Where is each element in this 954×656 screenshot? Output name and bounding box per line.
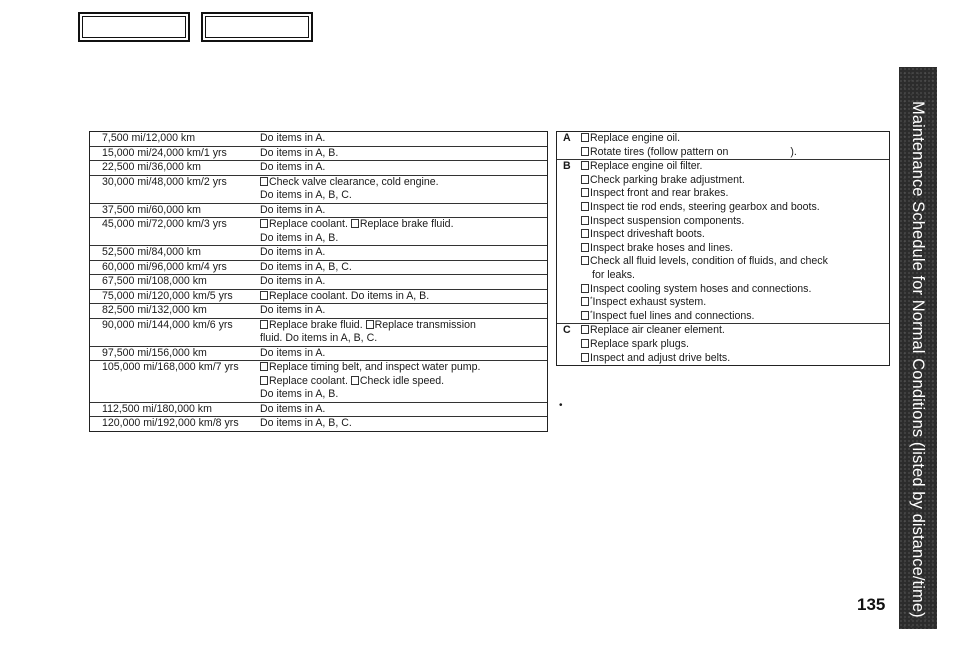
schedule-line (260, 304, 543, 318)
schedule-line-text: Do items in A. (260, 402, 326, 415)
legend-items (581, 324, 889, 365)
legend-item-text: Inspect fuel lines and connections. (592, 309, 755, 322)
legend-item-text: Check parking brake adjustment. (590, 173, 745, 186)
schedule-line-text: Replace coolant. (269, 218, 348, 230)
schedule-line-text: Do items in A. (260, 203, 326, 216)
legend-item-text: Inspect front and rear brakes. (590, 187, 729, 200)
checkbox-icon[interactable] (581, 175, 589, 184)
schedule-items (260, 275, 547, 289)
checkbox-icon[interactable] (581, 161, 589, 170)
schedule-distance: 7,500 mi/12,000 km (102, 132, 196, 144)
legend-item-text: Inspect and adjust drive belts. (590, 351, 731, 364)
legend-item (581, 242, 885, 256)
legend-item-suffix: ). (790, 145, 797, 158)
schedule-line (260, 347, 543, 361)
schedule-line-text: Do items in A, B, C. (260, 189, 352, 201)
schedule-distance: 82,500 mi/132,000 km (102, 304, 207, 316)
legend-item-text: Check all fluid levels, condition of fluids, and check (590, 255, 828, 268)
schedule-distance: 97,500 mi/156,000 km (102, 346, 207, 359)
schedule-row (90, 275, 547, 290)
legend-item (581, 187, 885, 201)
legend-item-text: Replace air cleaner element. (590, 324, 725, 337)
checkbox-icon[interactable] (260, 177, 268, 186)
schedule-line-text: Check idle speed. (359, 374, 445, 387)
legend-letter: B (563, 160, 571, 173)
checkbox-icon[interactable] (581, 256, 589, 265)
checkbox-icon[interactable] (260, 291, 268, 300)
schedule-line (260, 232, 543, 246)
schedule-distance: 30,000 mi/48,000 km/2 yrs (102, 175, 227, 188)
checkbox-icon[interactable] (581, 353, 589, 362)
checkbox-icon[interactable] (581, 284, 589, 293)
checkbox-icon[interactable] (260, 320, 268, 329)
legend-table (556, 131, 890, 366)
legend-item-text: Inspect exhaust system. (592, 296, 707, 309)
schedule-row (90, 290, 547, 305)
schedule-items (260, 204, 547, 218)
schedule-line-text: Check valve clearance, cold engine. (269, 175, 439, 188)
legend-letter: C (563, 324, 571, 337)
schedule-line-text: Do items in A, B. (260, 388, 339, 400)
checkbox-icon[interactable] (581, 339, 589, 348)
schedule-items (260, 218, 547, 245)
schedule-line-text: Replace timing belt, and inspect water pump. (269, 361, 481, 373)
schedule-line-text: Do items in A, B, C. (260, 417, 352, 429)
legend-item-text: Inspect tie rod ends, steering gearbox and boots. (590, 200, 820, 213)
schedule-line (260, 332, 543, 346)
schedule-line (260, 275, 543, 289)
nav-box-right[interactable] (201, 12, 313, 42)
schedule-line (260, 218, 543, 232)
schedule-line (260, 204, 543, 218)
checkbox-icon[interactable] (581, 202, 589, 211)
side-tab[interactable] (899, 67, 937, 629)
schedule-items (260, 176, 547, 203)
schedule-line (260, 361, 543, 375)
checkbox-icon[interactable] (260, 219, 268, 228)
schedule-line-text: Do items in A. (260, 161, 326, 173)
checkbox-icon[interactable] (581, 147, 589, 156)
schedule-line (260, 290, 543, 304)
legend-group (557, 160, 889, 324)
legend-item (581, 160, 885, 174)
schedule-line-text: Do items in A. (260, 132, 326, 144)
legend-item (581, 215, 885, 229)
checkbox-icon[interactable] (351, 376, 359, 385)
schedule-row (90, 261, 547, 276)
schedule-line-text: Do items in A. (260, 346, 326, 359)
schedule-row (90, 403, 547, 418)
schedule-row (90, 176, 547, 204)
schedule-line-text: Replace transmission (374, 318, 476, 331)
schedule-items (260, 290, 547, 304)
legend-item (581, 228, 885, 242)
legend-item (581, 352, 885, 366)
schedule-line (260, 417, 543, 431)
schedule-distance: 15,000 mi/24,000 km/1 yrs (102, 146, 227, 159)
schedule-row (90, 246, 547, 261)
legend-item-text: Inspect driveshaft boots. (590, 228, 705, 241)
schedule-distance: 75,000 mi/120,000 km/5 yrs (102, 289, 233, 302)
legend-item (581, 338, 885, 352)
legend-item (581, 324, 885, 338)
schedule-line-text: Do items in A, B. (260, 231, 339, 244)
legend-item (581, 283, 885, 297)
checkbox-icon[interactable] (260, 362, 268, 371)
schedule-line (260, 319, 543, 333)
schedule-distance: 45,000 mi/72,000 km/3 yrs (102, 218, 227, 230)
footnote-mark: * (590, 309, 593, 317)
legend-item-text: Replace engine oil. (590, 132, 681, 144)
legend-item (581, 146, 885, 160)
schedule-line-text: Replace brake fluid. (359, 218, 454, 230)
checkbox-icon[interactable] (581, 243, 589, 252)
legend-item (581, 269, 885, 283)
schedule-row (90, 417, 547, 431)
legend-item (581, 296, 885, 310)
checkbox-icon[interactable] (581, 216, 589, 225)
schedule-line (260, 403, 543, 417)
schedule-line-text: Do items in A, B. (260, 146, 339, 159)
side-tab-title: Maintenance Schedule for Normal Conditions (listed by distance/time) (909, 101, 927, 618)
legend-item-text: Inspect cooling system hoses and connections. (590, 282, 812, 295)
schedule-line-text: Do items in A, B, C. (260, 260, 352, 273)
schedule-distance: 90,000 mi/144,000 km/6 yrs (102, 318, 233, 331)
schedule-table (89, 131, 548, 432)
schedule-line-text: Replace coolant. (269, 374, 348, 387)
legend-group (557, 132, 889, 160)
schedule-line (260, 375, 543, 389)
checkbox-icon[interactable] (581, 229, 589, 238)
schedule-line (260, 132, 543, 146)
schedule-distance: 120,000 mi/192,000 km/8 yrs (102, 417, 239, 429)
checkbox-icon[interactable] (581, 325, 589, 334)
schedule-row (90, 361, 547, 403)
legend-item-text: Replace engine oil filter. (590, 160, 703, 173)
schedule-row (90, 132, 547, 147)
schedule-items (260, 403, 547, 417)
checkbox-icon[interactable] (351, 219, 359, 228)
schedule-line (260, 261, 543, 275)
legend-item-text: for leaks. (592, 268, 635, 281)
checkbox-icon[interactable] (581, 311, 589, 320)
legend-items (581, 160, 889, 323)
schedule-line-text: fluid. Do items in A, B, C. (260, 332, 378, 344)
schedule-distance: 60,000 mi/96,000 km/4 yrs (102, 260, 227, 273)
schedule-items (260, 132, 547, 146)
schedule-line-text: Do items in A. (260, 304, 326, 316)
bullet-mark: • (559, 400, 563, 411)
schedule-row (90, 204, 547, 219)
schedule-items (260, 361, 547, 402)
checkbox-icon[interactable] (581, 188, 589, 197)
schedule-items (260, 347, 547, 361)
schedule-row (90, 218, 547, 246)
schedule-line-text: Do items in A. (260, 246, 326, 258)
legend-item-text: Inspect brake hoses and lines. (590, 241, 734, 254)
legend-item-text: Inspect suspension components. (590, 214, 745, 227)
schedule-line (260, 147, 543, 161)
legend-group (557, 324, 889, 365)
page-number: 135 (857, 595, 886, 614)
checkbox-icon[interactable] (581, 133, 589, 142)
legend-item (581, 174, 885, 188)
schedule-row (90, 147, 547, 162)
schedule-distance: 112,500 mi/180,000 km (102, 402, 212, 415)
legend-item (581, 255, 885, 269)
schedule-row (90, 304, 547, 319)
checkbox-icon[interactable] (366, 320, 374, 329)
schedule-items (260, 261, 547, 275)
schedule-row (90, 319, 547, 347)
schedule-line-text: Do items in A. (260, 275, 326, 287)
schedule-distance: 22,500 mi/36,000 km (102, 161, 201, 173)
schedule-row (90, 347, 547, 362)
schedule-distance: 67,500 mi/108,000 km (102, 275, 207, 287)
schedule-items (260, 417, 547, 431)
schedule-row (90, 161, 547, 176)
schedule-items (260, 246, 547, 260)
schedule-line-text: Replace coolant. Do items in A, B. (269, 289, 430, 302)
legend-item-text: Rotate tires (follow pattern on (590, 145, 729, 158)
schedule-line (260, 246, 543, 260)
schedule-distance: 37,500 mi/60,000 km (102, 203, 201, 216)
schedule-items (260, 319, 547, 346)
schedule-line (260, 189, 543, 203)
legend-item-text: Replace spark plugs. (590, 337, 689, 350)
schedule-distance: 105,000 mi/168,000 km/7 yrs (102, 361, 239, 373)
footnote-mark: * (590, 296, 593, 304)
schedule-line (260, 176, 543, 190)
schedule-distance: 52,500 mi/84,000 km (102, 246, 201, 258)
checkbox-icon[interactable] (581, 297, 589, 306)
legend-letter: A (563, 132, 571, 144)
schedule-line-text: Replace brake fluid. (269, 318, 363, 331)
schedule-line (260, 388, 543, 402)
legend-items (581, 132, 889, 159)
schedule-items (260, 304, 547, 318)
legend-item (581, 310, 885, 324)
schedule-line (260, 161, 543, 175)
nav-box-left[interactable] (78, 12, 190, 42)
legend-item (581, 201, 885, 215)
schedule-items (260, 161, 547, 175)
schedule-items (260, 147, 547, 161)
legend-item (581, 132, 885, 146)
checkbox-icon[interactable] (260, 376, 268, 385)
